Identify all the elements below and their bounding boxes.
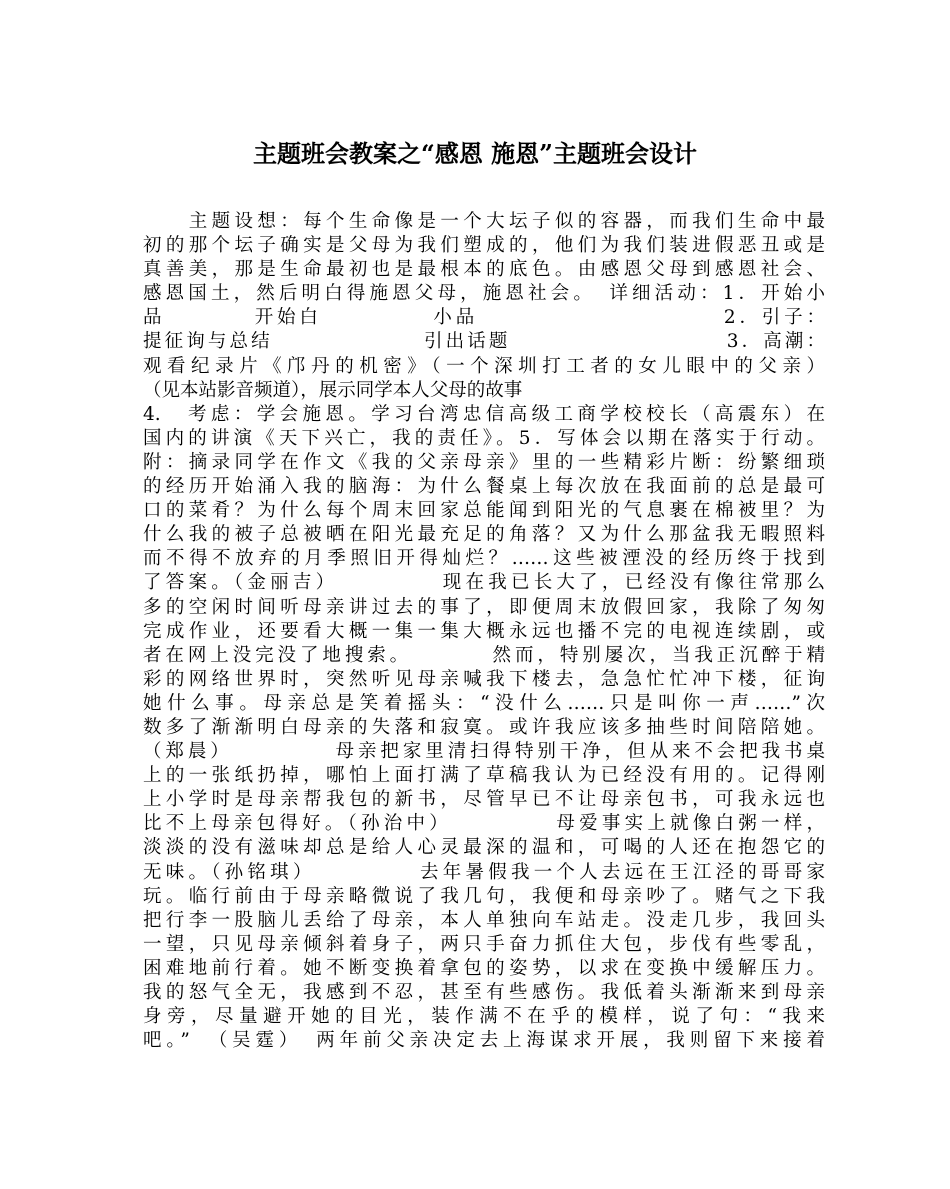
body-line: 完成作业，还要看大概一集一集大概永远也播不完的电视连续剧，或 bbox=[143, 620, 825, 642]
body-line: 提征询与总结 引出话题 3．高潮： bbox=[143, 331, 825, 353]
body-line: 困难地前行着。她不断变换着拿包的姿势，以求在变换中缓解压力。 bbox=[143, 957, 825, 979]
body-line: 品 开始白 小品 2．引子： bbox=[143, 307, 825, 329]
body-line: （见本站影音频道），展示同学本人父母的故事 bbox=[143, 379, 523, 401]
body-line: 我的怒气全无，我感到不忍，甚至有些感伤。我低着头渐渐来到母亲 bbox=[143, 982, 825, 1003]
body-line: 玩。临行前由于母亲略微说了我几句，我便和母亲吵了。赌气之下我 bbox=[143, 885, 825, 907]
body-line: 观看纪录片《邝丹的机密》（一个深圳打工者的女儿眼中的父亲） bbox=[143, 355, 825, 377]
body-line: 把行李一股脑儿丢给了母亲，本人单独向车站走。没走几步，我回头 bbox=[143, 909, 825, 931]
body-line: 身旁，尽量避开她的目光，装作满不在乎的模样，说了句：“我来 bbox=[143, 1006, 825, 1028]
body-line: 者在网上没完没了地搜索。 然而，特别屡次，当我正沉醉于精 bbox=[143, 644, 825, 666]
body-line: 真善美，那是生命最初也是最根本的底色。由感恩父母到感恩社会、 bbox=[143, 259, 825, 281]
body-line: 了答案。（金丽吉） 现在我已长大了，已经没有像往常那么 bbox=[143, 572, 825, 594]
body-line: 国内的讲演《天下兴亡，我的责任》。5．写体会以期在落实于行动。 bbox=[143, 427, 825, 449]
body-line: 而不得不放弃的月季照旧开得灿烂？……这些被湮没的经历终于找到 bbox=[143, 548, 825, 570]
body-line: 彩的网络世界时，突然听见母亲喊我下楼去，急急忙忙冲下楼，征询 bbox=[143, 668, 825, 690]
body-line: 上的一张纸扔掉，哪怕上面打满了草稿我认为已经没有用的。记得刚 bbox=[143, 765, 825, 787]
body-line: （郑晨） 母亲把家里清扫得特别干净，但从来不会把我书桌 bbox=[143, 741, 825, 763]
document-body bbox=[143, 210, 825, 1053]
body-line: 初的那个坛子确实是父母为我们塑成的，他们为我们装进假恶丑或是 bbox=[143, 235, 825, 257]
document-title: 主题班会教案之“感恩 施恩”主题班会设计 bbox=[253, 139, 697, 168]
body-line: 一望，只见母亲倾斜着身子，两只手奋力抓住大包，步伐有些零乱， bbox=[143, 933, 825, 955]
body-line: 4. 考虑：学会施恩。学习台湾忠信高级工商学校校长（高震东）在 bbox=[143, 403, 825, 425]
body-line: 上小学时是母亲帮我包的新书，尽管早已不让母亲包书，可我永远也 bbox=[143, 789, 825, 811]
body-line: 淡淡的没有滋味却总是给人心灵最深的温和，可喝的人还在抱怨它的 bbox=[143, 837, 825, 859]
body-line: 无味。（孙铭琪） 去年暑假我一个人去远在王江泾的哥哥家 bbox=[143, 861, 825, 883]
body-line: 什么我的被子总被晒在阳光最充足的角落？又为什么那盆我无暇照料 bbox=[143, 524, 825, 546]
body-line: 多的空闲时间听母亲讲过去的事了，即便周末放假回家，我除了匆匆 bbox=[143, 596, 825, 618]
body-line: 吧。” （吴霆） 两年前父亲决定去上海谋求开展，我则留下来接着 bbox=[143, 1030, 825, 1052]
body-line: 主题设想：每个生命像是一个大坛子似的容器，而我们生命中最 bbox=[143, 211, 825, 232]
body-line: 数多了渐渐明白母亲的失落和寂寞。或许我应该多抽些时间陪陪她。 bbox=[143, 716, 825, 738]
body-line: 比不上母亲包得好。（孙治中） 母爱事实上就像白粥一样， bbox=[143, 813, 825, 835]
body-line: 感恩国土，然后明白得施恩父母，施恩社会。 详细活动：1．开始小 bbox=[143, 283, 825, 305]
body-line: 她什么事。母亲总是笑着摇头：“没什么……只是叫你一声……”次 bbox=[143, 692, 825, 714]
body-line: 附：摘录同学在作文《我的父亲母亲》里的一些精彩片断：纷繁细琐 bbox=[143, 451, 825, 473]
body-line: 口的菜肴？为什么每个周末回家总能闻到阳光的气息裹在棉被里？为 bbox=[143, 500, 825, 522]
body-line: 的经历开始涌入我的脑海：为什么餐桌上每次放在我面前的总是最可 bbox=[143, 476, 825, 498]
